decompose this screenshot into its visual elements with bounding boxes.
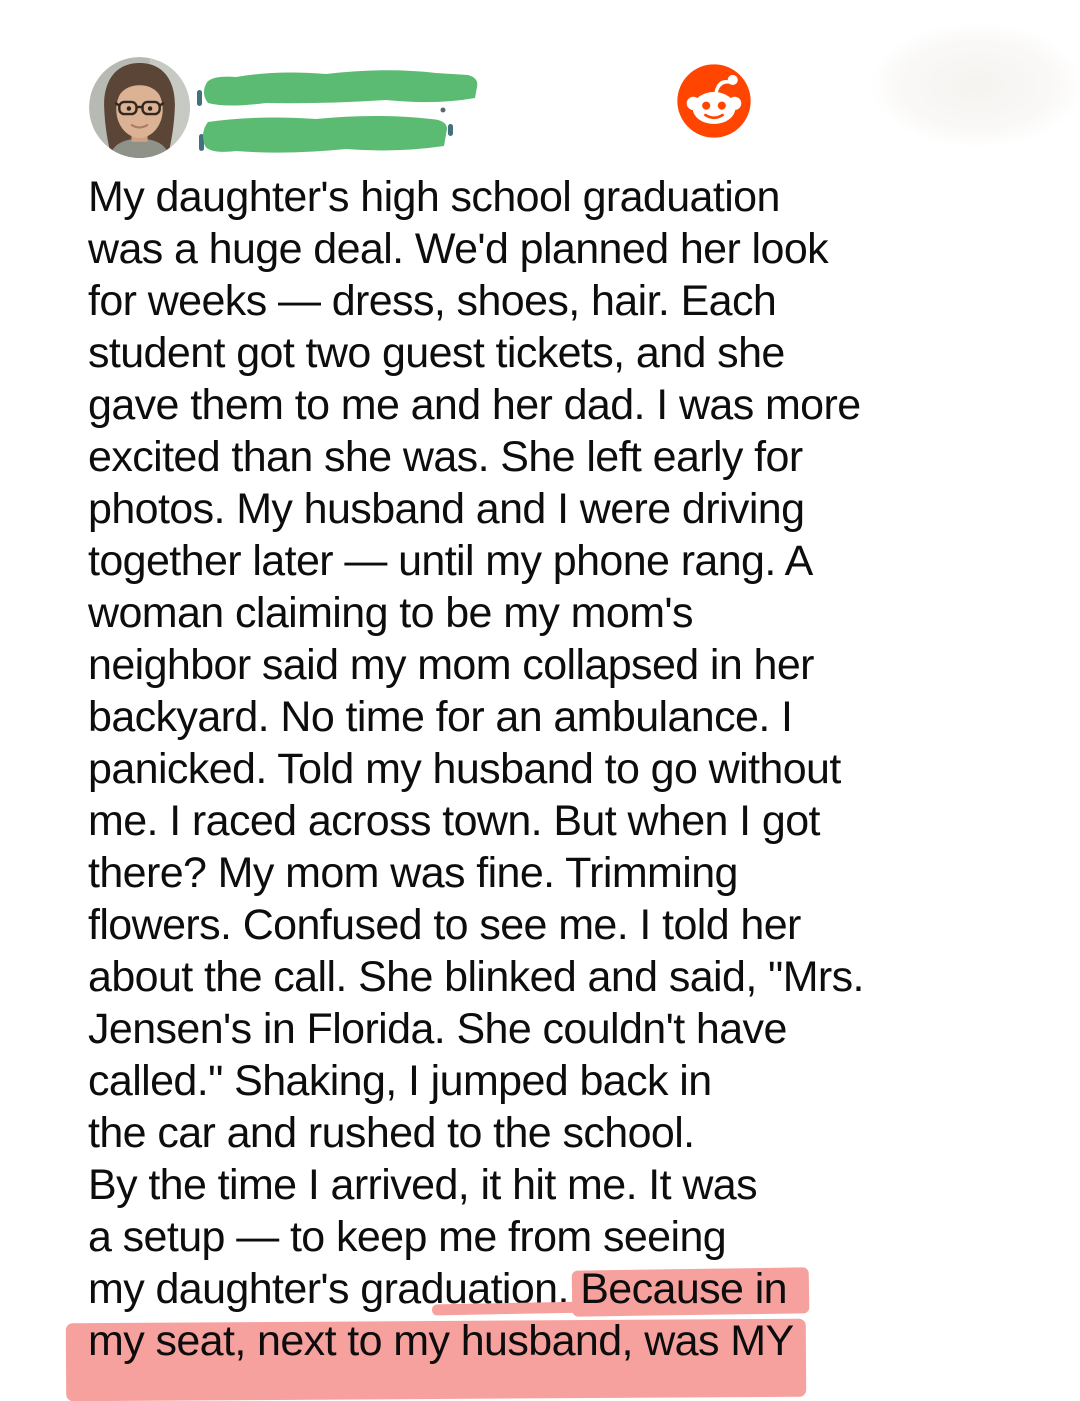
- story-line: [88, 795, 1048, 847]
- story-line: [88, 847, 1048, 899]
- story-text: [88, 171, 1048, 1367]
- story-segment: was a huge deal. We'd planned her look: [88, 225, 829, 273]
- story-line: [88, 743, 1048, 795]
- story-line: [88, 379, 1048, 431]
- story-line: [88, 691, 1048, 743]
- story-line: [88, 587, 1048, 639]
- story-segment: neighbor said my mom collapsed in her: [88, 641, 814, 689]
- story-segment: the car and rushed to the school.: [88, 1109, 695, 1157]
- story-line: [88, 483, 1048, 535]
- story-segment: me. I raced across town. But when I got: [88, 797, 820, 845]
- story-segment: backyard. No time for an ambulance. I: [88, 693, 793, 741]
- woman-portrait-image: [89, 57, 190, 158]
- story-line: [88, 1159, 1048, 1211]
- story-segment: my daughter's graduation.: [88, 1265, 581, 1313]
- story-segment: there? My mom was fine. Trimming: [88, 849, 738, 897]
- story-segment: for weeks — dress, shoes, hair. Each: [88, 277, 777, 325]
- story-segment: flowers. Confused to see me. I told her: [88, 901, 801, 949]
- story-line: [88, 535, 1048, 587]
- story-line: [88, 1107, 1048, 1159]
- green-scribble-icon: [196, 62, 488, 162]
- story-line: [88, 171, 1048, 223]
- story-segment: panicked. Told my husband to go without: [88, 745, 841, 793]
- story-segment: gave them to me and her dad. I was more: [88, 381, 861, 429]
- story-segment: a setup — to keep me from seeing: [88, 1213, 727, 1261]
- story-line: [88, 951, 1048, 1003]
- story-line: [88, 1263, 1048, 1315]
- redacted-username: [196, 62, 488, 162]
- story-segment: about the call. She blinked and said, "Mrs.: [88, 953, 864, 1001]
- highlighted-text: my seat, next to my husband, was MY: [88, 1317, 794, 1365]
- story-line: [88, 1211, 1048, 1263]
- highlighted-text: Because in: [580, 1265, 787, 1313]
- story-line: [88, 327, 1048, 379]
- story-line: [88, 223, 1048, 275]
- story-segment: My daughter's high school graduation: [88, 173, 780, 221]
- story-segment: By the time I arrived, it hit me. It was: [88, 1161, 757, 1209]
- reddit-logo-icon: [675, 62, 753, 140]
- story-line: [88, 639, 1048, 691]
- story-segment: Jensen's in Florida. She couldn't have: [88, 1005, 787, 1053]
- story-segment: student got two guest tickets, and she: [88, 329, 785, 377]
- story-line: [88, 899, 1048, 951]
- story-line: [88, 1315, 1048, 1367]
- story-segment: called." Shaking, I jumped back in: [88, 1057, 712, 1105]
- faint-background-blob: [852, 20, 1080, 165]
- story-line: [88, 1003, 1048, 1055]
- story-segment: photos. My husband and I were driving: [88, 485, 805, 533]
- story-line: [88, 1055, 1048, 1107]
- story-segment: excited than she was. She left early for: [88, 433, 803, 481]
- story-segment: woman claiming to be my mom's: [88, 589, 693, 637]
- story-line: [88, 275, 1048, 327]
- story-line: [88, 431, 1048, 483]
- user-avatar: [89, 57, 190, 158]
- story-segment: together later — until my phone rang. A: [88, 537, 813, 585]
